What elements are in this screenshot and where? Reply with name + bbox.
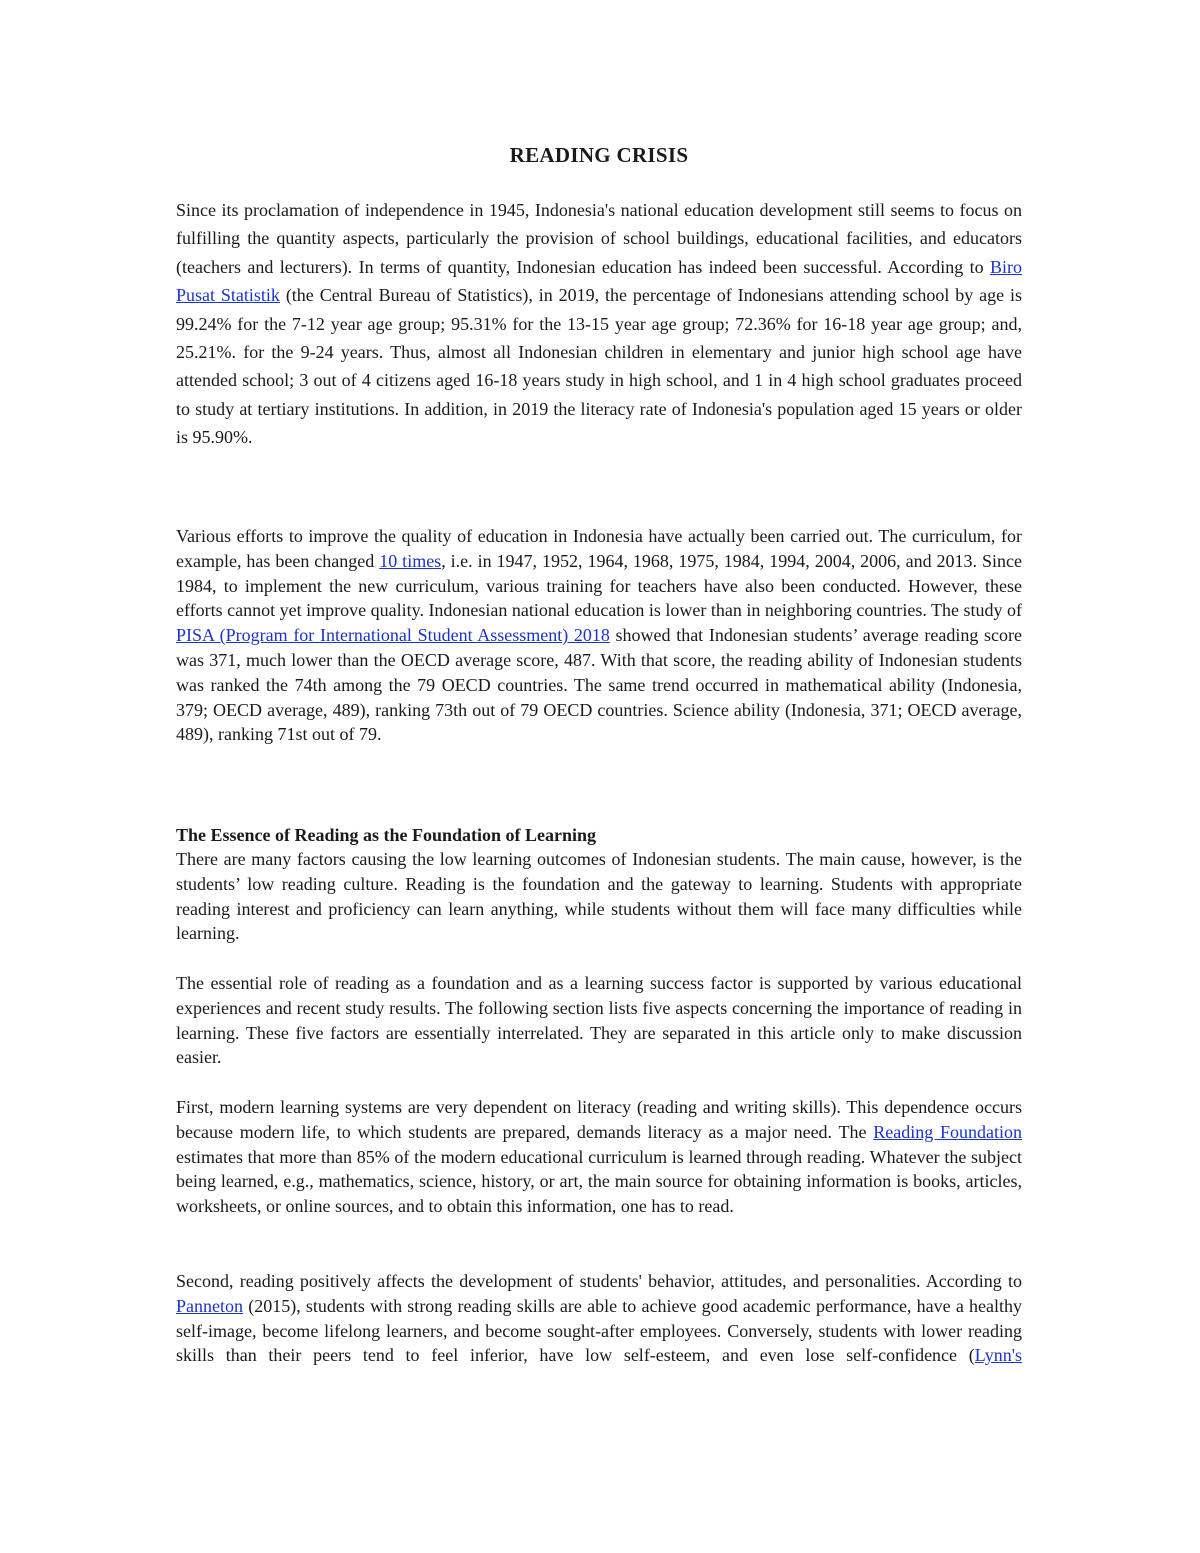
paragraph-efforts-text-3: showed that Indonesian students’ average reading score was 371, much lower than the OECD average score, 487. With that score, the reading ability of Indonesian students was ranked the 74th among the 79 OECD countries. The same trend occurred in mathematical ability (Indonesia, 379; OECD average, 489), ranking 73th out of 79 OECD countries. Science ability (Indonesia, 371; OECD average, 489), ranking 71st out of 79. [176,625,1022,745]
paragraph-essential-role: The essential role of reading as a foundation and as a learning success factor is supported by various educational experiences and recent study results. The following section lists five aspects concerning the importance of reading in learning. These five factors are essentially interrelated. They are separated in this article only to make discussion easier. [176,973,1022,1068]
section-heading: The Essence of Reading as the Foundation of Learning [176,825,597,845]
paragraph-second-text-2: (2015), students with strong reading skills are able to achieve good academic performance, have a healthy self-image, become lifelong learners, and become sought-after employees. Conversely, students with lower reading skills than their peers tend to feel inferior, have low self-esteem, and even lose self-confidence ( [176,1295,1022,1366]
paragraph-second [176,1269,1022,1368]
paragraph-efforts-text-2: , i.e. in 1947, 1952, 1964, 1968, 1975, 1984, 1994, 2004, 2006, and 2013. Since 1984, to implement the new curriculum, various training for teachers have also been conducted. However, these efforts cannot yet improve quality. Indonesian national education is lower than in neighboring countries. The study of [176,550,1022,621]
paragraph-intro-text-2: (the Central Bureau of Statistics), in 2019, the percentage of Indonesians attending school by age is 99.24% for the 7-12 year age group; 95.31% for the 13-15 year age group; 72.36% for 16-18 year age group; and, 25.21%. for the 9-24 years. Thus, almost all Indonesian children in elementary and junior high school age have attended school; 3 out of 4 citizens aged 16-18 years study in high school, and 1 in 4 high school graduates proceed to study at tertiary institutions. In addition, in 2019 the literacy rate of Indonesia's population aged 15 years or older is 95.90%. [176,285,1023,448]
link-lynns[interactable]: Lynn's [974,1345,1022,1366]
paragraph-efforts-text-1: Various efforts to improve the quality of education in Indonesia have actually been carried out. The curriculum, for example, has been changed [176,526,1022,571]
link-pisa-2018[interactable]: PISA (Program for International Student Assessment) 2018 [176,625,610,646]
paragraph-second-text-1: Second, reading positively affects the development of students' behavior, attitudes, and personalities. According to [176,1271,1022,1291]
link-reading-foundation[interactable]: Reading Foundation [873,1121,1022,1142]
paragraph-intro [176,196,1022,452]
link-panneton[interactable]: Panneton [176,1295,243,1316]
document-title: READING CRISIS [509,143,689,167]
paragraph-factors: There are many factors causing the low learning outcomes of Indonesian students. The main cause, however, is the students’ low reading culture. Reading is the foundation and the gateway to learning. Students with appropriate reading interest and proficiency can learn anything, while students without them will face many difficulties while learning. [176,849,1022,944]
paragraph-first-text-1: First, modern learning systems are very dependent on literacy (reading and writing skills). This dependence occurs because modern life, to which students are prepared, demands literacy as a major need. The [176,1097,1022,1142]
link-biro-pusat-statistik[interactable]: Biro Pusat Statistik [176,256,1022,306]
paragraph-intro-text-1: Since its proclamation of independence in 1945, Indonesia's national education development still seems to focus on fulfilling the quantity aspects, particularly the provision of school buildings, educational facilities, and educators (teachers and lecturers). In terms of quantity, Indonesian education has indeed been successful. According to [176,200,1022,277]
paragraph-first [176,1095,1022,1219]
paragraph-efforts [176,524,1022,747]
paragraph-first-text-2: estimates that more than 85% of the modern educational curriculum is learned through reading. Whatever the subject being learned, e.g., mathematics, science, history, or art, the main source for obtaining information is books, articles, worksheets, or online sources, and to obtain this information, one has to read. [176,1146,1022,1217]
link-10-times[interactable]: 10 times [379,550,442,571]
